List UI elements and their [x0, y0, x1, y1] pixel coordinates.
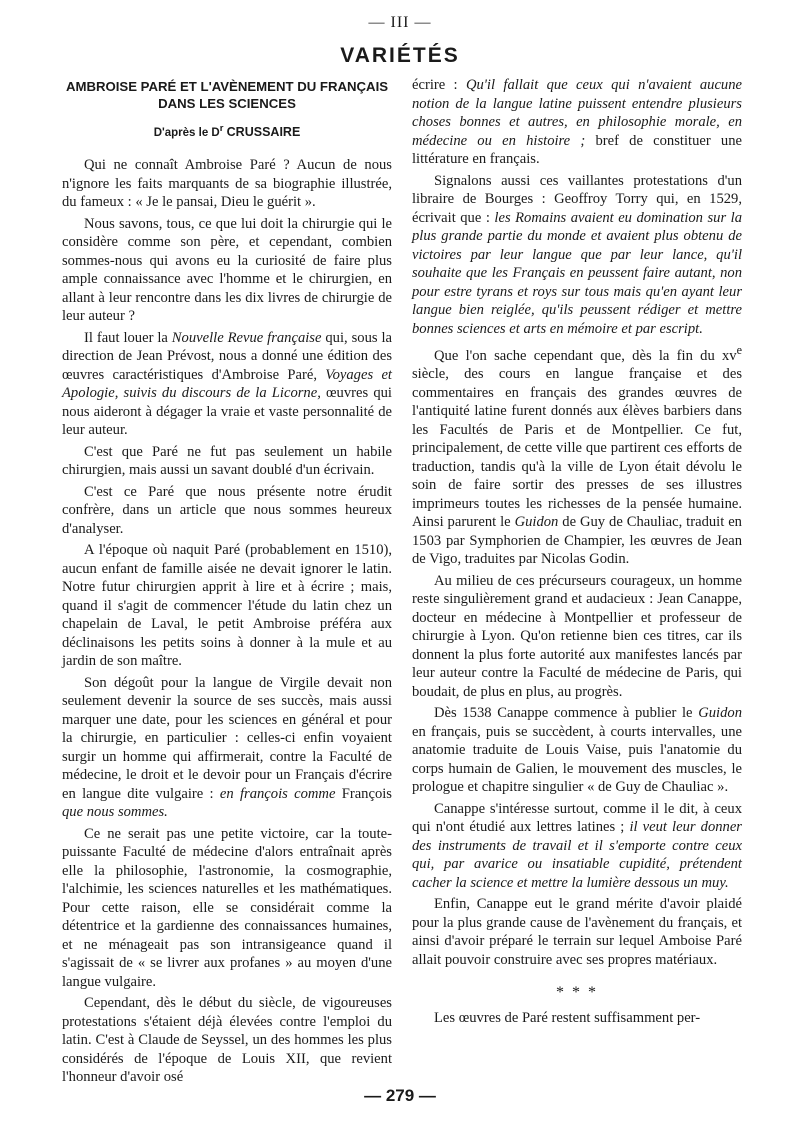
paragraph: Au milieu de ces précurseurs courageux, un homme reste singulièrement grand et audacieux : Jean Canappe, docteur en médecine à Montpellier et professeur de chirurgie à Lyon. Qu'on retienne bien ces titres, car ils donnent la plus forte autorité aux manifestes lancés par leur auteur contre la Faculté de médecine de Paris, qui boudait, de plus en plus, au progrès.	[412, 572, 742, 700]
byline-prefix: D'après le D	[153, 126, 220, 139]
folio-header: — III —	[368, 14, 432, 31]
byline	[62, 120, 392, 142]
paragraph: Signalons aussi ces vaillantes protestations d'un libraire de Bourges : Geoffroy Torry qui, en 1529, écrivait que : les Romains avaient eu domination sur la plus grande partie du monde et avaient plus obtenu de victoires par leur langue que par leur lance, qu'il souhaite que les Français en peussent faire autant, non pour estre tyrans et roys sur tous mais qu'en ayant leur langue bien reiglée, qu'ils peussent rédiger et mettre bonnes sciences et arts en mémoire et par escript.	[412, 172, 742, 337]
left-column	[62, 76, 392, 1087]
author-name: CRUSSAIRE	[226, 124, 301, 139]
paragraph: Canappe s'intéresse surtout, comme il le dit, à ceux qui n'ont étudié aux lettres latines ; il veut leur donner des instruments de travail et il s'emporte contre ceux qui, par avarice ou insatiable cupidité, prétendent cacher la science et mettre la lumière dessous un muy.	[412, 800, 742, 891]
paragraph: Dès 1538 Canappe commence à publier le Guidon en français, puis se succèdent, à courts intervalles, une anatomie traduite de Louis Vaise, puis l'anatomie du corps humain de Galien, le mouvement des muscles, le prologue et chapitre singulier « de Guy de Chauliac ».	[412, 705, 742, 796]
paragraph: Qui ne connaît Ambroise Paré ? Aucun de nous n'ignore les faits marquants de sa biographie illustrée, du fameux : « Je le pansai, Dieu le guérit ».	[62, 157, 392, 211]
byline-sup: r	[219, 123, 224, 134]
paragraph: C'est que Paré ne fut pas seulement un habile chirurgien, mais aussi un savant doublé d'un écrivain.	[62, 443, 392, 479]
paragraph: Nous savons, tous, ce que lui doit la chirurgie qui le considère comme son père, et cependant, combien sommes-nous qui avons eu la curiosité de faire plus ample connaissance avec l'homme et le chirurgien, en allant à leur rencontre dans les dix livres de chirurgie de leur auteur ?	[62, 215, 392, 325]
article-title: AMBROISE PARÉ ET L'AVÈNEMENT DU FRANÇAIS DANS LES SCIENCES	[65, 79, 389, 111]
asterism-divider: * * *	[556, 984, 598, 1002]
paragraph: Il faut louer la Nouvelle Revue française qui, sous la direction de Jean Prévost, nous a donné une édition des œuvres caractéristiques d'Ambroise Paré, Voyages et Apologie, suivis du discours de la Licorne, œuvres qui nous aideront à dégager la vraie et vaste personnalité de leur auteur.	[62, 329, 393, 439]
paragraph: Ce ne serait pas une petite victoire, car la toute-puissante Faculté de médecine d'alors entraînait après elle la philosophie, l'astronomie, la cosmographie, l'alchimie, les sciences naturelles et les mathématiques. Pour cette raison, elle se considérait comme la détentrice et la gardienne des connaissances humaines, et ne ménageait pas son intransigeance quand il s'agissait de « se livrer aux profanes » au moyen d'une langue vulgaire.	[62, 825, 392, 990]
paragraph: Que l'on sache cependant que, dès la fin du $xv^e$ siècle, des cours en langue française et des commentaires en français des grandes œuvres de l'antiquité latine furent donnés aux élèves barbiers dans les Facultés de Paris et de Montpellier. Ce fut, principalement, de cette ville que partirent ces efforts de traduction, tandis qu'à la ville de Lyon était dévolu le soin de faire sortir des presses de ses illustres imprimeurs toutes les richesses de la pensée humaine. Ainsi parurent le Guidon de Guy de Chauliac, traduit en 1503 par Symphorien de Champier, les œuvres de Jean de Vigo, traduites par Nicolas Godin.	[412, 343, 742, 568]
paragraph-continuation: écrire : Qu'il fallait que ceux qui n'avaient aucune notion de la langue latine puissent entendre plusieurs choses bonnes et autres, en philosophie morale, en médecine ou en histoire ; bref de constituer une littérature en français.	[412, 77, 742, 167]
paragraph: Les œuvres de Paré restent suffisamment per-	[434, 1010, 701, 1027]
section-title: VARIÉTÉS	[340, 44, 460, 67]
paragraph: Enfin, Canappe eut le grand mérite d'avoir plaidé pour la plus grande cause de l'avènement du français, et ainsi d'avoir préparé le terrain sur lequel Amboise Paré allait pouvoir construire avec ses propres matériaux.	[412, 896, 742, 968]
paragraph: Son dégoût pour la langue de Virgile devait non seulement devenir la source de ses succès, mais aussi marquer une date, pour les sciences en général et pour la chirurgie, en particulier : celles-ci enfin voyaient surgir un homme qui affirmerait, contre la Faculté de médecine, le droit et le devoir pour un Français d'écrire en langue dite vulgaire : en françois comme François que nous sommes.	[62, 674, 392, 821]
right-column	[412, 76, 742, 1028]
paragraph: Cependant, dès le début du siècle, de vigoureuses protestations s'étaient déjà élevées contre l'emploi du latin. C'est à Claude de Seyssel, un des hommes les plus considérés de l'époque de Louis XII, que revient l'honneur d'avoir osé	[62, 995, 392, 1086]
paragraph: A l'époque où naquit Paré (probablement en 1510), aucun enfant de famille aisée ne devait ignorer le latin. Notre futur chirurgien apprit à lire et à écrire ; mais, quand il s'agit de commencer l'étude du latin chez un chapelain de Laval, le petit Ambroise préféra aux déclinaisons les petits soins à donner à la mule et au jardin de son maître.	[62, 542, 392, 670]
page-number: — 279 —	[364, 1086, 436, 1105]
paragraph: C'est ce Paré que nous présente notre érudit confrère, dans un article que nous sommes heureux d'analyser.	[62, 483, 392, 537]
